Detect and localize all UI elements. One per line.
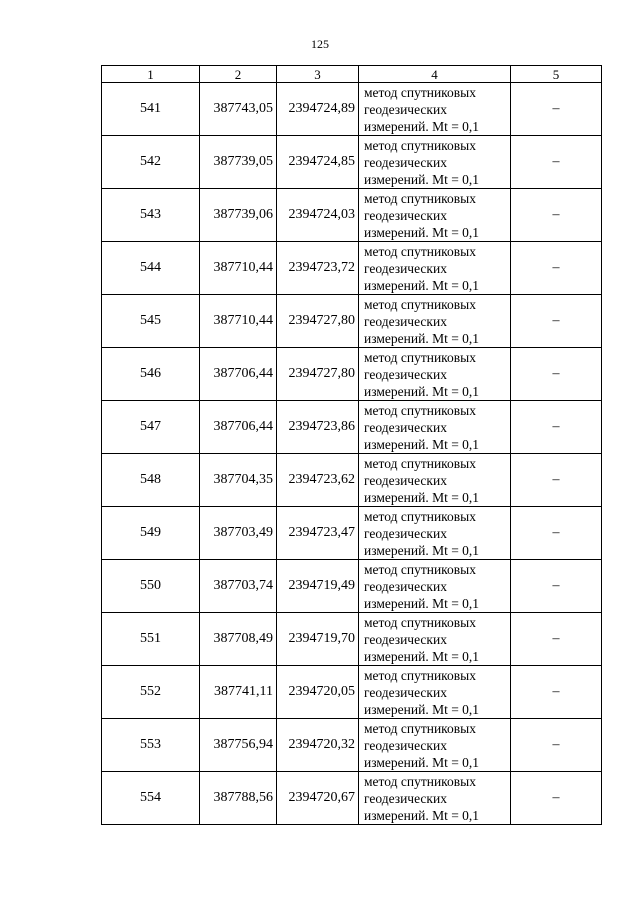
note-dash: – <box>511 136 602 189</box>
method-line: метод спутниковых <box>364 720 476 736</box>
method-line: метод спутниковых <box>364 402 476 418</box>
table-row <box>102 295 602 348</box>
coordinate-y: 2394724,89 <box>277 83 359 136</box>
coordinate-y: 2394724,03 <box>277 189 359 242</box>
method-line: измерений. Mt = 0,1 <box>364 277 480 293</box>
method-cell <box>359 136 511 189</box>
header-col-3: 3 <box>277 66 359 83</box>
coordinate-x: 387706,44 <box>200 401 277 454</box>
coordinate-x: 387788,56 <box>200 772 277 825</box>
coordinate-y: 2394720,67 <box>277 772 359 825</box>
point-number: 545 <box>102 295 200 348</box>
method-cell <box>359 189 511 242</box>
method-cell <box>359 348 511 401</box>
note-dash: – <box>511 189 602 242</box>
method-line: метод спутниковых <box>364 296 476 312</box>
method-line: геодезических <box>364 101 447 117</box>
method-line: метод спутниковых <box>364 243 476 259</box>
table-row <box>102 348 602 401</box>
method-line: измерений. Mt = 0,1 <box>364 807 480 823</box>
method-line: геодезических <box>364 472 447 488</box>
table-body <box>102 83 602 825</box>
note-dash: – <box>511 454 602 507</box>
table-row <box>102 666 602 719</box>
coordinate-x: 387739,05 <box>200 136 277 189</box>
point-number: 541 <box>102 83 200 136</box>
table-row <box>102 242 602 295</box>
method-line: геодезических <box>364 737 447 753</box>
coordinate-x: 387739,06 <box>200 189 277 242</box>
note-dash: – <box>511 772 602 825</box>
table-row <box>102 83 602 136</box>
page-number: 125 <box>311 37 329 51</box>
method-cell <box>359 401 511 454</box>
coordinate-x: 387743,05 <box>200 83 277 136</box>
point-number: 546 <box>102 348 200 401</box>
method-line: метод спутниковых <box>364 455 476 471</box>
method-line: измерений. Mt = 0,1 <box>364 383 480 399</box>
coordinate-x: 387710,44 <box>200 295 277 348</box>
method-line: геодезических <box>364 631 447 647</box>
point-number: 544 <box>102 242 200 295</box>
coordinate-x: 387706,44 <box>200 348 277 401</box>
method-line: измерений. Mt = 0,1 <box>364 489 480 505</box>
table-row <box>102 401 602 454</box>
note-dash: – <box>511 719 602 772</box>
coordinate-x: 387704,35 <box>200 454 277 507</box>
point-number: 553 <box>102 719 200 772</box>
method-line: измерений. Mt = 0,1 <box>364 595 480 611</box>
coordinate-y: 2394720,32 <box>277 719 359 772</box>
method-line: геодезических <box>364 578 447 594</box>
method-line: метод спутниковых <box>364 667 476 683</box>
coordinate-y: 2394723,62 <box>277 454 359 507</box>
method-line: геодезических <box>364 419 447 435</box>
table-row <box>102 136 602 189</box>
method-line: метод спутниковых <box>364 190 476 206</box>
method-line: геодезических <box>364 684 447 700</box>
point-number: 549 <box>102 507 200 560</box>
coordinate-x: 387710,44 <box>200 242 277 295</box>
method-line: геодезических <box>364 313 447 329</box>
table-row <box>102 507 602 560</box>
table-row <box>102 719 602 772</box>
header-col-5: 5 <box>511 66 602 83</box>
coordinate-x: 387756,94 <box>200 719 277 772</box>
point-number: 548 <box>102 454 200 507</box>
note-dash: – <box>511 666 602 719</box>
note-dash: – <box>511 83 602 136</box>
point-number: 543 <box>102 189 200 242</box>
table-row <box>102 613 602 666</box>
header-col-4: 4 <box>359 66 511 83</box>
coordinate-y: 2394727,80 <box>277 348 359 401</box>
table-header-row <box>102 66 602 83</box>
method-line: геодезических <box>364 207 447 223</box>
coordinate-x: 387703,49 <box>200 507 277 560</box>
table-row <box>102 189 602 242</box>
coordinate-x: 387708,49 <box>200 613 277 666</box>
method-cell <box>359 295 511 348</box>
point-number: 552 <box>102 666 200 719</box>
method-line: метод спутниковых <box>364 561 476 577</box>
method-line: измерений. Mt = 0,1 <box>364 118 480 134</box>
note-dash: – <box>511 295 602 348</box>
note-dash: – <box>511 507 602 560</box>
method-line: измерений. Mt = 0,1 <box>364 224 480 240</box>
method-line: геодезических <box>364 366 447 382</box>
coordinates-table <box>101 65 602 825</box>
method-cell <box>359 560 511 613</box>
point-number: 554 <box>102 772 200 825</box>
header-col-1: 1 <box>102 66 200 83</box>
note-dash: – <box>511 242 602 295</box>
method-line: метод спутниковых <box>364 137 476 153</box>
method-line: метод спутниковых <box>364 508 476 524</box>
table-row <box>102 454 602 507</box>
coordinate-y: 2394719,70 <box>277 613 359 666</box>
note-dash: – <box>511 613 602 666</box>
coordinate-y: 2394723,86 <box>277 401 359 454</box>
method-cell <box>359 454 511 507</box>
coordinate-y: 2394719,49 <box>277 560 359 613</box>
point-number: 547 <box>102 401 200 454</box>
note-dash: – <box>511 560 602 613</box>
method-line: геодезических <box>364 790 447 806</box>
point-number: 550 <box>102 560 200 613</box>
method-line: геодезических <box>364 525 447 541</box>
method-cell <box>359 507 511 560</box>
coordinate-y: 2394723,47 <box>277 507 359 560</box>
method-line: измерений. Mt = 0,1 <box>364 754 480 770</box>
method-line: метод спутниковых <box>364 614 476 630</box>
coordinate-x: 387703,74 <box>200 560 277 613</box>
coordinate-y: 2394724,85 <box>277 136 359 189</box>
method-line: метод спутниковых <box>364 84 476 100</box>
method-cell <box>359 772 511 825</box>
coordinate-y: 2394723,72 <box>277 242 359 295</box>
table-row <box>102 560 602 613</box>
method-cell <box>359 83 511 136</box>
coordinate-x: 387741,11 <box>200 666 277 719</box>
coordinate-y: 2394720,05 <box>277 666 359 719</box>
table-row <box>102 772 602 825</box>
method-line: измерений. Mt = 0,1 <box>364 648 480 664</box>
method-line: измерений. Mt = 0,1 <box>364 436 480 452</box>
method-line: метод спутниковых <box>364 773 476 789</box>
method-line: измерений. Mt = 0,1 <box>364 701 480 717</box>
method-cell <box>359 719 511 772</box>
method-line: метод спутниковых <box>364 349 476 365</box>
method-line: измерений. Mt = 0,1 <box>364 171 480 187</box>
header-col-2: 2 <box>200 66 277 83</box>
method-cell <box>359 242 511 295</box>
point-number: 551 <box>102 613 200 666</box>
method-line: измерений. Mt = 0,1 <box>364 330 480 346</box>
note-dash: – <box>511 401 602 454</box>
method-line: измерений. Mt = 0,1 <box>364 542 480 558</box>
note-dash: – <box>511 348 602 401</box>
method-line: геодезических <box>364 260 447 276</box>
coordinate-y: 2394727,80 <box>277 295 359 348</box>
method-line: геодезических <box>364 154 447 170</box>
method-cell <box>359 666 511 719</box>
point-number: 542 <box>102 136 200 189</box>
method-cell <box>359 613 511 666</box>
